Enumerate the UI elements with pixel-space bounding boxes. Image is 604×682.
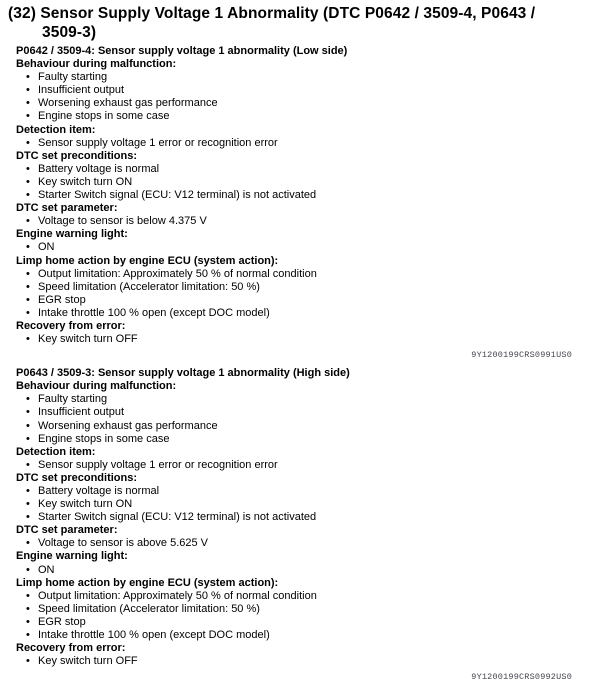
bullet-item: • Sensor supply voltage 1 error or recognition error xyxy=(0,137,604,150)
page-title-line2: 3509-3) xyxy=(42,24,97,41)
bullet-list xyxy=(0,163,604,202)
bullet-item: • Intake throttle 100 % open (except DOC model) xyxy=(0,629,604,642)
bullet-item: • EGR stop xyxy=(0,616,604,629)
block-heading: Limp home action by engine ECU (system action): xyxy=(16,254,279,267)
page-title xyxy=(8,4,596,42)
bullet-item: • Faulty starting xyxy=(0,393,604,406)
bullet-item: • Voltage to sensor is below 4.375 V xyxy=(0,215,604,228)
bullet-item: • Key switch turn OFF xyxy=(0,655,604,668)
bullet-item: • Speed limitation (Accelerator limitation: 50 %) xyxy=(0,281,604,294)
bullet-list xyxy=(0,655,604,668)
dtc-subtitle: P0643 / 3509-3: Sensor supply voltage 1 abnormality (High side) xyxy=(16,367,350,380)
page-title-line1: (32) Sensor Supply Voltage 1 Abnormality (DTC P0642 / 3509-4, P0643 / xyxy=(8,5,536,22)
bullet-list xyxy=(0,268,604,320)
bullet-list xyxy=(0,393,604,445)
block-heading: DTC set preconditions: xyxy=(16,471,138,484)
block-heading: Recovery from error: xyxy=(16,319,126,332)
bullet-item: • Insufficient output xyxy=(0,406,604,419)
bullet-list xyxy=(0,564,604,577)
bullet-item: • Worsening exhaust gas performance xyxy=(0,420,604,433)
bullet-item: • Faulty starting xyxy=(0,71,604,84)
bullet-list xyxy=(0,459,604,472)
block-heading: Detection item: xyxy=(16,123,96,136)
block-heading: DTC set preconditions: xyxy=(16,149,138,162)
bullet-list xyxy=(0,71,604,123)
block-heading: Engine warning light: xyxy=(16,228,128,241)
bullet-list xyxy=(0,485,604,524)
bullet-item: • Key switch turn OFF xyxy=(0,333,604,346)
dtc-subtitle: P0642 / 3509-4: Sensor supply voltage 1 abnormality (Low side) xyxy=(16,45,348,57)
bullet-list xyxy=(0,590,604,642)
bullet-list xyxy=(0,241,604,254)
block-heading: Recovery from error: xyxy=(16,642,126,655)
block-heading: DTC set parameter: xyxy=(16,524,118,537)
bullet-item: • Starter Switch signal (ECU: V12 terminal) is not activated xyxy=(0,511,604,524)
bullet-item: • Engine stops in some case xyxy=(0,110,604,123)
bullet-item: • Battery voltage is normal xyxy=(0,163,604,176)
dtc-section-p0643 xyxy=(0,367,604,682)
bullet-item: • ON xyxy=(0,241,604,254)
bullet-item: • Key switch turn ON xyxy=(0,498,604,511)
figure-code: 9Y1200199CRS0991US0 xyxy=(471,350,572,361)
bullet-item: • Insufficient output xyxy=(0,84,604,97)
bullet-item: • Speed limitation (Accelerator limitation: 50 %) xyxy=(0,603,604,616)
bullet-list xyxy=(0,333,604,346)
block-heading: Engine warning light: xyxy=(16,550,128,563)
figure-code: 9Y1200199CRS0992US0 xyxy=(471,672,572,682)
page-body xyxy=(0,45,604,682)
bullet-item: • Key switch turn ON xyxy=(0,176,604,189)
bullet-item: • Voltage to sensor is above 5.625 V xyxy=(0,537,604,550)
block-heading: Detection item: xyxy=(16,445,96,458)
block-heading: Behaviour during malfunction: xyxy=(16,380,177,393)
bullet-item: • Sensor supply voltage 1 error or recognition error xyxy=(0,459,604,472)
bullet-item: • ON xyxy=(0,564,604,577)
bullet-item: • Battery voltage is normal xyxy=(0,485,604,498)
bullet-item: • Output limitation: Approximately 50 % of normal condition xyxy=(0,268,604,281)
bullet-item: • Starter Switch signal (ECU: V12 terminal) is not activated xyxy=(0,189,604,202)
bullet-list xyxy=(0,215,604,228)
block-heading: DTC set parameter: xyxy=(16,202,118,215)
block-heading: Limp home action by engine ECU (system action): xyxy=(16,576,279,589)
bullet-list xyxy=(0,537,604,550)
bullet-list xyxy=(0,137,604,150)
bullet-item: • Intake throttle 100 % open (except DOC model) xyxy=(0,307,604,320)
block-heading: Behaviour during malfunction: xyxy=(16,58,177,71)
bullet-item: • EGR stop xyxy=(0,294,604,307)
bullet-item: • Engine stops in some case xyxy=(0,433,604,446)
dtc-section-p0642 xyxy=(0,45,604,360)
bullet-item: • Output limitation: Approximately 50 % of normal condition xyxy=(0,590,604,603)
bullet-item: • Worsening exhaust gas performance xyxy=(0,97,604,110)
